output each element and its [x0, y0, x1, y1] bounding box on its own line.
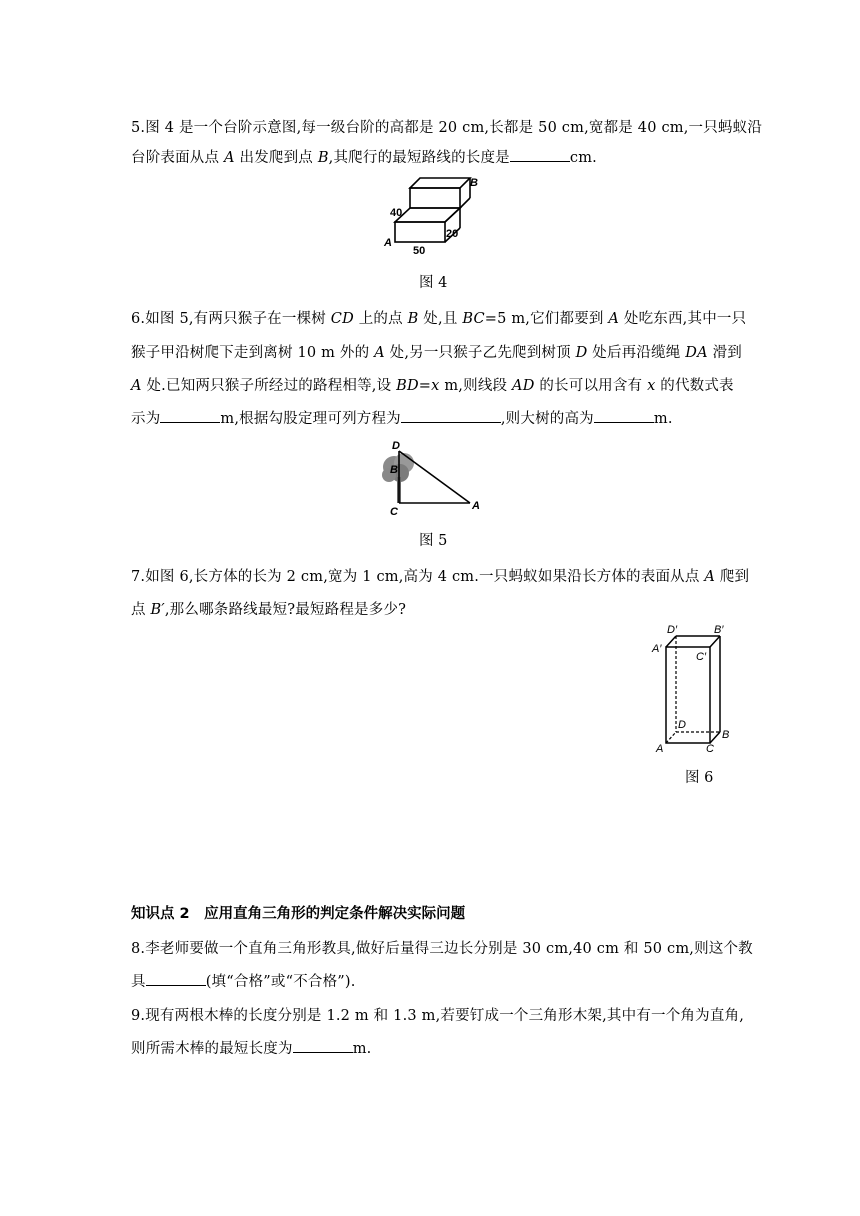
q6-text: 的长可以用含有 — [534, 378, 648, 394]
point-a-label: A — [224, 150, 235, 166]
q5-line-1 — [131, 116, 762, 137]
point-d-label: D — [575, 345, 588, 361]
point-b-prime-label: B′ — [150, 602, 165, 618]
q6-text: 的代数式表 — [655, 378, 734, 394]
q6-text: m,则线段 — [439, 378, 513, 394]
fig6-label-a: A — [656, 743, 664, 755]
figure-5-tree-triangle — [372, 437, 492, 517]
q6-text: 处.已知两只猴子所经过的路程相等,设 — [141, 378, 397, 394]
fig6-label-d-prime: D′ — [667, 624, 678, 636]
segment-ad: AD — [512, 378, 535, 394]
fig6-label-b: B — [722, 729, 730, 741]
q9-text: 9.现有两根木棒的长度分别是 1.2 m 和 1.3 m,若要钉成一个三角形木架,其中有一个角为直角, — [131, 1008, 745, 1024]
q8-text: 8.李老师要做一个直角三角形教具,做好后量得三边长分别是 30 cm,40 cm 和 50 cm,则这个教 — [131, 941, 753, 957]
q9-unit: m. — [352, 1041, 372, 1057]
q6-text: 处后再沿缆绳 — [587, 345, 686, 361]
q7-text: 爬到 — [715, 569, 750, 585]
fig6-label-d: D — [678, 719, 686, 731]
fig5-label-c: C — [390, 506, 398, 517]
q6-unit: m. — [653, 411, 673, 427]
section-heading: 知识点 2 应用直角三角形的判定条件解决实际问题 — [131, 906, 466, 922]
segment-bd: BD — [396, 378, 419, 394]
q6-text: ,则大树的高为 — [500, 411, 594, 427]
figure-6-cuboid — [650, 622, 740, 757]
q6-line-4 — [131, 407, 673, 428]
fig6-label-a-prime: A′ — [652, 643, 662, 655]
figure-6-caption: 图 6 — [685, 770, 714, 786]
q7-line-2 — [131, 598, 406, 619]
fig6-label-c-prime: C′ — [696, 651, 707, 663]
q7-text: 7.如图 6,长方体的长为 2 cm,宽为 1 cm,高为 4 cm.一只蚂蚁如果沿长方体的表面从点 — [131, 569, 705, 585]
answer-blank[interactable] — [510, 147, 570, 162]
q5-unit: cm. — [569, 150, 597, 166]
q8-text: 具 — [131, 974, 146, 990]
q6-text: m,根据勾股定理可列方程为 — [220, 411, 401, 427]
q8-line-1 — [131, 937, 753, 958]
q6-text: 处,另一只猴子乙先爬到树顶 — [384, 345, 576, 361]
q6-text: 处吃东西,其中一只 — [619, 311, 747, 327]
q8-line-2 — [131, 970, 356, 991]
q6-text: 示为 — [131, 411, 161, 427]
q6-text: 上的点 — [353, 311, 408, 327]
figure-4-caption: 图 4 — [419, 275, 448, 291]
q6-text: = — [418, 378, 432, 394]
variable-x: x — [431, 378, 440, 394]
q6-text: 处,且 — [418, 311, 463, 327]
q6-line-1 — [131, 307, 746, 328]
segment-bc: BC — [462, 311, 485, 327]
fig4-label-height: 20 — [446, 228, 459, 240]
q7-line-1 — [131, 565, 749, 586]
fig5-label-a: A — [472, 500, 480, 512]
q6-line-2 — [131, 341, 742, 362]
answer-blank[interactable] — [401, 408, 501, 423]
q6-line-3 — [131, 374, 734, 395]
fig4-label-width: 40 — [390, 207, 403, 219]
answer-blank[interactable] — [146, 971, 206, 986]
q9-text: 则所需木棒的最短长度为 — [131, 1041, 293, 1057]
fig6-label-c: C — [706, 743, 714, 755]
q8-text: (填“合格”或“不合格”). — [205, 974, 356, 990]
fig4-label-b: B — [470, 177, 478, 189]
point-a-label: A — [374, 345, 385, 361]
segment-cd: CD — [330, 311, 354, 327]
q5-text: 5.图 4 是一个台阶示意图,每一级台阶的高都是 20 cm,长都是 50 cm,宽都是 40 cm,一只蚂蚁沿 — [131, 120, 763, 136]
q5-text: ,其爬行的最短路线的长度是 — [328, 150, 510, 166]
segment-da: DA — [685, 345, 708, 361]
tree-icon — [382, 453, 414, 503]
answer-blank[interactable] — [594, 408, 654, 423]
q6-text: =5 m,它们都要到 — [484, 311, 609, 327]
variable-x: x — [647, 378, 656, 394]
point-a-label: A — [608, 311, 620, 327]
point-b-label: B — [317, 150, 329, 166]
q6-text: 滑到 — [707, 345, 743, 361]
point-b-label: B — [407, 311, 419, 327]
point-a-label: A — [131, 378, 142, 394]
q6-text: 6.如图 5,有两只猴子在一棵树 — [131, 311, 331, 327]
q5-text: 出发爬到点 — [234, 150, 318, 166]
fig4-label-a: A — [384, 237, 392, 249]
q9-line-2 — [131, 1037, 371, 1058]
fig4-label-length: 50 — [413, 245, 426, 257]
point-a-label: A — [704, 569, 716, 585]
q6-text: 猴子甲沿树爬下走到离树 10 m 外的 — [131, 345, 375, 361]
q7-text: ,那么哪条路线最短?最短路程是多少? — [164, 602, 407, 618]
q5-line-2 — [131, 146, 597, 167]
q9-line-1 — [131, 1004, 744, 1025]
fig6-label-b-prime: B′ — [714, 624, 724, 636]
figure-4-staircase — [380, 170, 490, 260]
fig5-label-d: D — [392, 440, 400, 452]
answer-blank[interactable] — [293, 1038, 353, 1053]
q7-text: 点 — [131, 602, 151, 618]
figure-5-caption: 图 5 — [419, 533, 448, 549]
fig5-label-b: B — [390, 464, 398, 476]
q5-text: 台阶表面从点 — [131, 150, 225, 166]
answer-blank[interactable] — [160, 408, 220, 423]
